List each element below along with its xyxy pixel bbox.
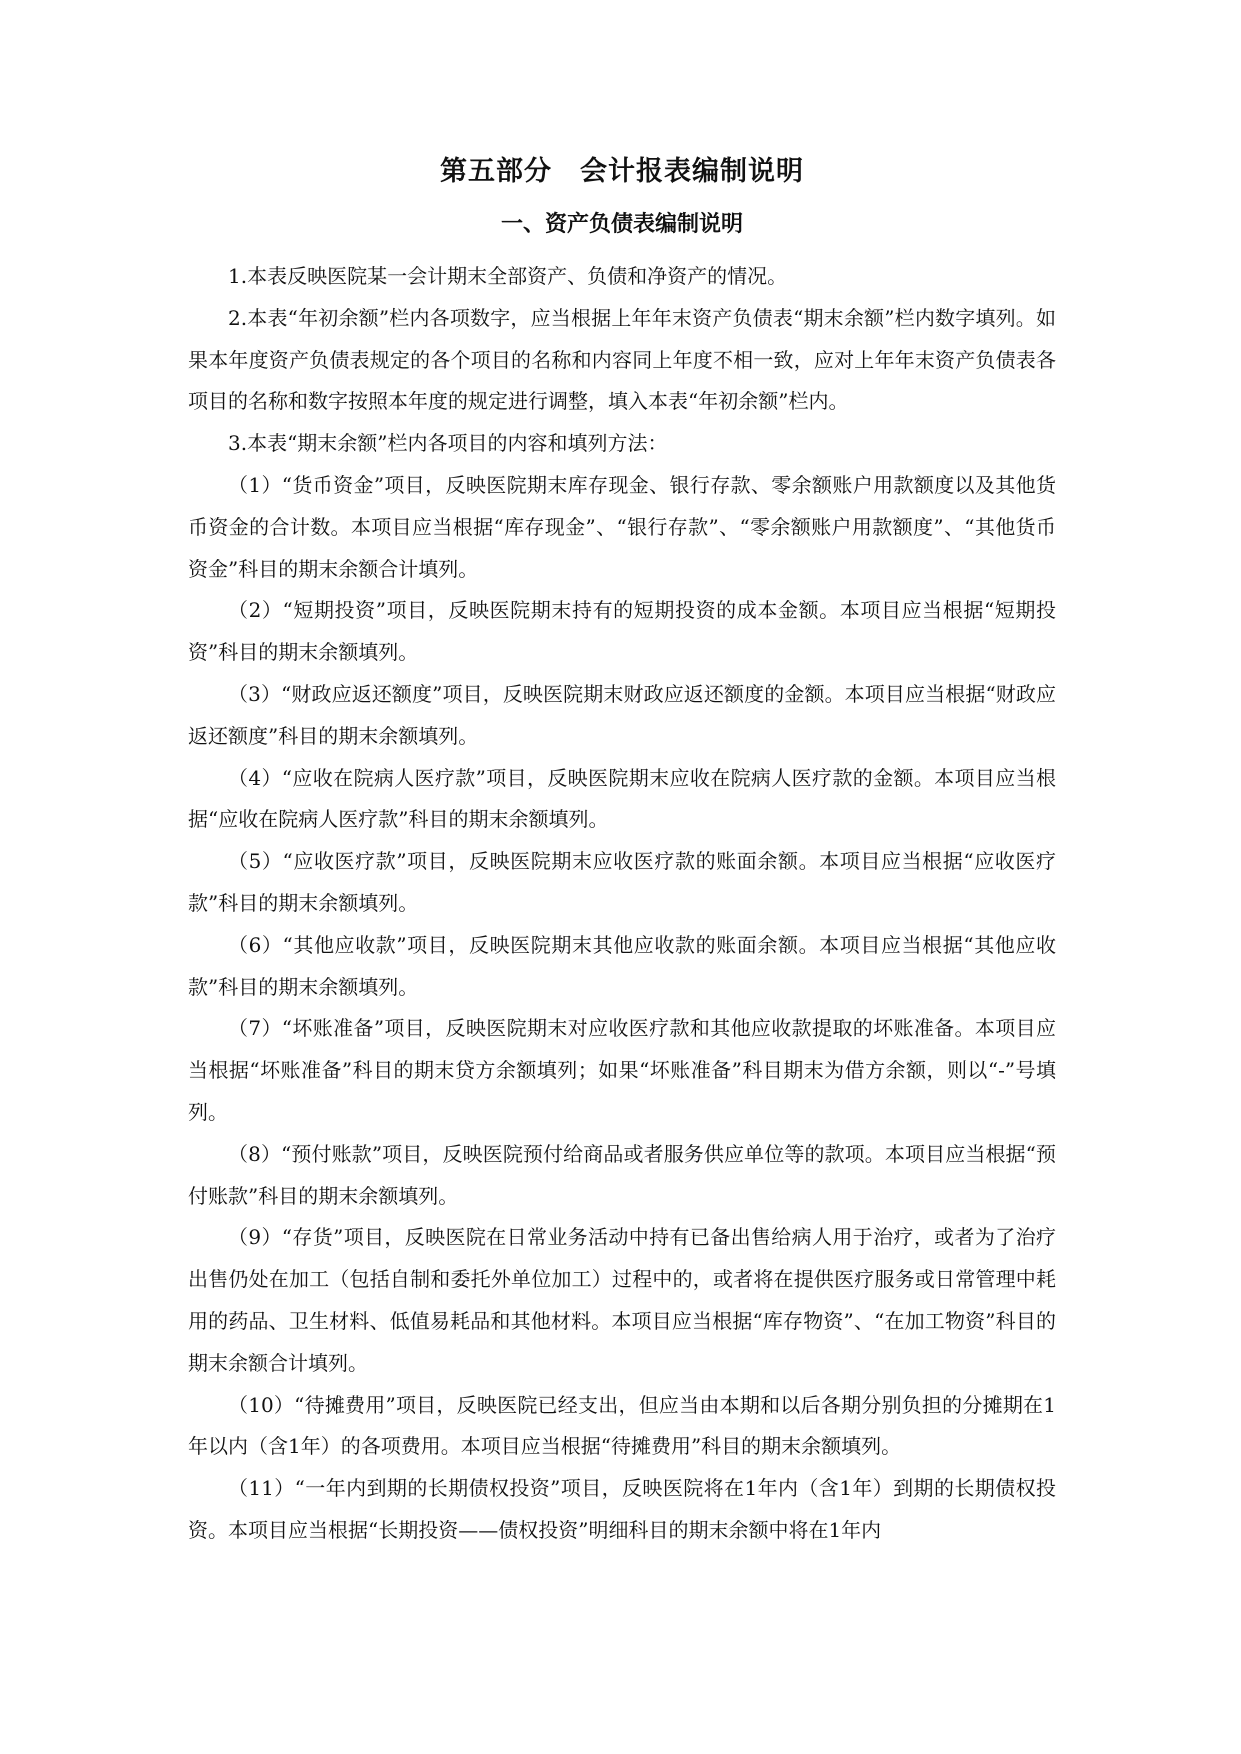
paragraph: （5）“应收医疗款”项目，反映医院期末应收医疗款的账面余额。本项目应当根据“应收医疗款”科目的期末余额填列。: [188, 849, 1056, 915]
paragraph: （10）“待摊费用”项目，反映医院已经支出，但应当由本期和以后各期分别负担的分摊期在1年以内（含1年）的各项费用。本项目应当根据“待摊费用”科目的期末余额填列。: [188, 1392, 1056, 1459]
paragraph: 1.本表反映医院某一会计期末全部资产、负债和净资产的情况。: [228, 264, 788, 288]
paragraph: （1）“货币资金”项目，反映医院期末库存现金、银行存款、零余额账户用款额度以及其他货币资金的合计数。本项目应当根据“库存现金”、“银行存款”、“零余额账户用款额度”、“其他货币资金”科目的期末余额合计填列。: [188, 472, 1056, 581]
section-title: 一、资产负债表编制说明: [500, 212, 743, 237]
paragraph: （7）“坏账准备”项目，反映医院期末对应收医疗款和其他应收款提取的坏账准备。本项目应当根据“坏账准备”科目的期末贷方余额填列；如果“坏账准备”科目期末为借方余额，则以“-”号填列。: [188, 1016, 1056, 1124]
paragraph: （3）“财政应返还额度”项目，反映医院期末财政应返还额度的金额。本项目应当根据“财政应返还额度”科目的期末余额填列。: [188, 681, 1056, 748]
paragraph: （9）“存货”项目，反映医院在日常业务活动中持有已备出售给病人用于治疗，或者为了治疗出售仍处在加工（包括自制和委托外单位加工）过程中的，或者将在提供医疗服务或日常管理中耗用的药品、卫生材料、低值易耗品和其他材料。本项目应当根据“库存物资”、“在加工物资”科目的期末余额合计填列。: [188, 1225, 1056, 1375]
page-title: 第五部分 会计报表编制说明: [440, 156, 804, 187]
paragraph: （8）“预付账款”项目，反映医院预付给商品或者服务供应单位等的款项。本项目应当根据“预付账款”科目的期末余额填列。: [188, 1141, 1056, 1208]
document-body: [188, 256, 1056, 1552]
paragraph: （4）“应收在院病人医疗款”项目，反映医院期末应收在院病人医疗款的金额。本项目应当根据“应收在院病人医疗款”科目的期末余额填列。: [188, 765, 1056, 832]
paragraph: 2.本表“年初余额”栏内各项数字，应当根据上年年末资产负债表“期末余额”栏内数字填列。如果本年度资产负债表规定的各个项目的名称和内容同上年度不相一致，应对上年年末资产负债表各项目的名称和数字按照本年度的规定进行调整，填入本表“年初余额”栏内。: [188, 305, 1056, 414]
document-page: [188, 150, 1056, 1552]
paragraph: 3.本表“期末余额”栏内各项目的内容和填列方法：: [228, 431, 668, 456]
paragraph: （2）“短期投资”项目，反映医院期末持有的短期投资的成本金额。本项目应当根据“短期投资”科目的期末余额填列。: [188, 598, 1056, 665]
paragraph: （11）“一年内到期的长期债权投资”项目，反映医院将在1年内（含1年）到期的长期债权投资。本项目应当根据“长期投资——债权投资”明细科目的期末余额中将在1年内: [188, 1476, 1056, 1542]
paragraph: （6）“其他应收款”项目，反映医院期末其他应收款的账面余额。本项目应当根据“其他应收款”科目的期末余额填列。: [188, 932, 1056, 999]
